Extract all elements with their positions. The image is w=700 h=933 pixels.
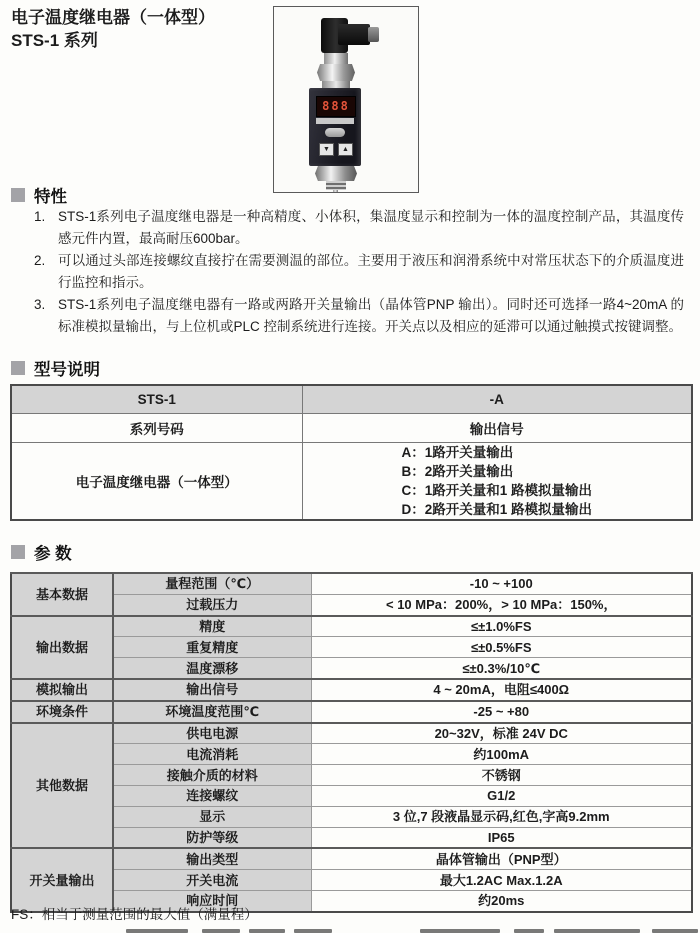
temperature-probe [333,190,338,193]
model-product-name: 电子温度继电器（一体型） [11,443,302,521]
param-label: 供电电源 [113,723,311,744]
params-table [10,572,693,913]
table-row [11,827,692,848]
param-category: 环境条件 [11,701,113,723]
param-value: < 10 MPa：200%，> 10 MPa：150%， [311,594,692,615]
clipped-mark [554,929,640,933]
table-row [11,573,692,594]
table-row [11,679,692,701]
clipped-mark [420,929,500,933]
param-label: 温度漂移 [113,658,311,679]
model-table [10,384,693,521]
param-label: 量程范围（℃） [113,573,311,594]
table-row [11,870,692,891]
feature-item [34,250,684,293]
param-label: 防护等级 [113,827,311,848]
param-label: 环境温度范围℃ [113,701,311,723]
section-header-model [11,356,100,380]
option-b: B：2路开关量输出 [401,464,514,479]
param-value: 3 位,7 段液晶显示码,红色,字高9.2mm [311,806,692,827]
clipped-mark [202,929,240,933]
feature-text: 可以通过头部连接螺纹直接拧在需要测温的部位。主要用于液压和润滑系统中对常压状态下的介质温度进行监控和指示。 [58,253,684,290]
param-category: 模拟输出 [11,679,113,701]
param-label: 连接螺纹 [113,785,311,806]
option-d: D：2路开关量和1 路模拟量输出 [401,502,593,517]
down-button: ▼ [319,143,334,156]
param-label: 开关电流 [113,870,311,891]
up-button: ▲ [338,143,353,156]
param-value: 不锈钢 [311,765,692,786]
device-collar [322,81,350,88]
table-row [11,765,692,786]
param-value: 最大1.2AC Max.1.2A [311,870,692,891]
product-photo [273,6,419,193]
option-a: A：1路开关量输出 [401,445,514,460]
clipped-mark [514,929,544,933]
section-header-params [11,540,72,564]
param-value: 晶体管输出（PNP型） [311,848,692,869]
clipped-mark [652,929,698,933]
param-label: 重复精度 [113,637,311,658]
page-title [11,6,215,52]
table-row [11,414,692,443]
feature-list [34,206,684,338]
connector-cap-icon [368,27,379,42]
table-row [11,385,692,414]
hex-nut-bottom [315,166,357,181]
section-title-model: 型号说明 [34,361,100,379]
feature-number: 3. [34,297,46,312]
param-value: 约20ms [311,890,692,911]
param-label: 显示 [113,806,311,827]
feature-number: 2. [34,253,46,268]
bullet-square-icon [11,188,25,202]
param-category: 基本数据 [11,573,113,616]
table-row [11,723,692,744]
page-title-line2: STS-1 系列 [11,31,98,50]
table-row [11,848,692,869]
model-suffix-code: -A [302,385,692,414]
param-label: 过载压力 [113,594,311,615]
param-value: G1/2 [311,785,692,806]
table-row [11,616,692,637]
model-output-label: 输出信号 [302,414,692,443]
param-label: 接触介质的材料 [113,765,311,786]
section-header-features [11,183,67,207]
table-row [11,701,692,723]
model-output-options [302,443,692,521]
bullet-square-icon [11,361,25,375]
clipped-next-page-fragment [0,928,700,933]
hex-nut-top [317,64,355,81]
param-value: 约100mA [311,744,692,765]
param-value: 4 ~ 20mA，电阻≤400Ω [311,679,692,701]
feature-item [34,294,684,337]
param-value: -10 ~ +100 [311,573,692,594]
param-category: 输出数据 [11,616,113,679]
table-row [11,594,692,615]
device-neck [324,53,348,64]
connector-arm-icon [338,24,370,45]
table-row [11,637,692,658]
product-device-illustration [274,7,418,192]
bullet-square-icon [11,545,25,559]
table-row [11,658,692,679]
table-row [11,443,692,521]
param-label: 电流消耗 [113,744,311,765]
table-row [11,785,692,806]
page-title-line1: 电子温度继电器（一体型） [11,8,215,27]
device-label-strip [316,118,354,124]
section-title-features: 特性 [34,188,67,206]
fs-footnote: FS：相当于测量范围的最大值（满量程） [11,907,258,922]
feature-text: STS-1系列电子温度继电器有一路或两路开关量输出（晶体管PNP 输出）。同时还可选择一路4~20mA 的标准模拟量输出，与上位机或PLC 控制系统进行连接。开关点以及相应的延滞可以通过触摸式按键调整。 [58,297,684,334]
param-label: 输出信号 [113,679,311,701]
feature-item [34,206,684,249]
option-c: C：1路开关量和1 路模拟量输出 [401,483,593,498]
clipped-mark [126,929,188,933]
param-value: -25 ~ +80 [311,701,692,723]
mode-button [325,128,345,137]
section-title-params: 参 数 [34,545,72,563]
param-value: 20~32V，标准 24V DC [311,723,692,744]
param-label: 响应时间 [113,890,311,911]
param-value: IP65 [311,827,692,848]
table-row [11,744,692,765]
feature-text: STS-1系列电子温度继电器是一种高精度、小体积，集温度显示和控制为一体的温度控制产品，其温度传感元件内置，最高耐压600bar。 [58,209,684,246]
table-row [11,806,692,827]
clipped-mark [249,929,285,933]
param-category: 其他数据 [11,723,113,849]
param-label: 输出类型 [113,848,311,869]
feature-number: 1. [34,209,46,224]
param-value: ≤±0.3%/10℃ [311,658,692,679]
threaded-stud [326,181,346,190]
param-label: 精度 [113,616,311,637]
model-series-label: 系列号码 [11,414,302,443]
clipped-mark [294,929,332,933]
led-display: 888 [316,96,356,117]
model-series-code: STS-1 [11,385,302,414]
param-value: ≤±0.5%FS [311,637,692,658]
param-category: 开关量输出 [11,848,113,911]
param-value: ≤±1.0%FS [311,616,692,637]
